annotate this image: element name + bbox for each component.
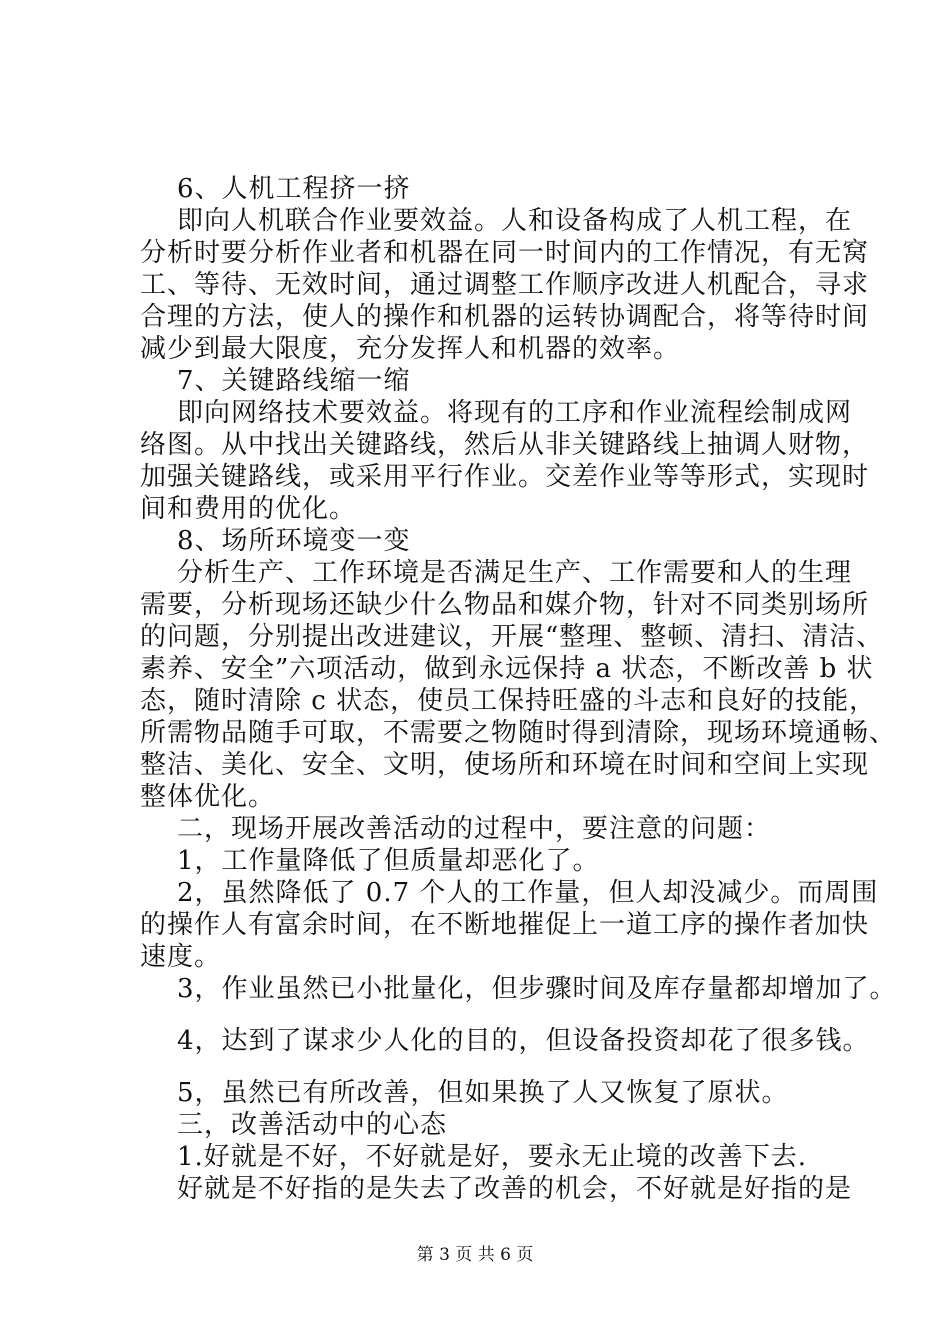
- section-heading-2: 二，现场开展改善活动的过程中，要注意的问题：: [177, 814, 772, 844]
- paragraph-line: 加强关键路线，或采用平行作业。交差作业等等形式，实现时: [140, 462, 870, 492]
- paragraph-line: 素养、安全”六项活动，做到永远保持 a 状态，不断改善 b 状: [140, 654, 874, 684]
- heading-6: 6、人机工程挤一挤: [177, 174, 411, 204]
- list-item: 4，达到了谋求少人化的目的，但设备投资却花了很多钱。: [177, 1026, 870, 1056]
- paragraph-line: 即向人机联合作业要效益。人和设备构成了人机工程，在: [177, 206, 853, 236]
- list-item: 2，虽然降低了 0.7 个人的工作量，但人却没减少。而周围: [177, 878, 879, 908]
- paragraph-line: 速度。: [140, 942, 222, 972]
- paragraph-line: 分析时要分析作业者和机器在同一时间内的工作情况，有无窝: [140, 238, 870, 268]
- paragraph-line: 的问题，分别提出改进建议，开展“整理、整顿、清扫、清洁、: [140, 622, 884, 652]
- paragraph-line: 的操作人有富余时间，在不断地摧促上一道工序的操作者加快: [140, 910, 870, 940]
- list-item: 1.好就是不好，不好就是好，要永无止境的改善下去.: [177, 1142, 808, 1172]
- paragraph-line: 好就是不好指的是失去了改善的机会，不好就是好指的是: [177, 1174, 853, 1204]
- paragraph-line: 所需物品随手可取，不需要之物随时得到清除，现场环境通畅、: [140, 718, 897, 748]
- paragraph-line: 即向网络技术要效益。将现有的工序和作业流程绘制成网: [177, 398, 853, 428]
- paragraph-line: 络图。从中找出关键路线，然后从非关键路线上抽调人财物，: [140, 430, 870, 460]
- list-item: 5，虽然已有所改善，但如果换了人又恢复了原状。: [177, 1078, 789, 1108]
- paragraph-line: 分析生产、工作环境是否满足生产、工作需要和人的生理: [177, 558, 853, 588]
- paragraph-line: 间和费用的优化。: [140, 494, 357, 524]
- paragraph-line: 整体优化。: [140, 782, 276, 812]
- heading-8: 8、场所环境变一变: [177, 526, 411, 556]
- paragraph-line: 减少到最大限度，充分发挥人和机器的效率。: [140, 334, 681, 364]
- section-heading-3: 三，改善活动中的心态: [177, 1110, 448, 1140]
- paragraph-line: 合理的方法，使人的操作和机器的运转协调配合，将等待时间: [140, 302, 870, 332]
- heading-7: 7、关键路线缩一缩: [177, 366, 411, 396]
- paragraph-line: 需要，分析现场还缺少什么物品和媒介物，针对不同类别场所: [140, 590, 870, 620]
- list-item: 3，作业虽然已小批量化，但步骤时间及库存量都却增加了。: [177, 974, 897, 1004]
- paragraph-line: 整洁、美化、安全、文明，使场所和环境在时间和空间上实现: [140, 750, 870, 780]
- list-item: 1，工作量降低了但质量却恶化了。: [177, 846, 600, 876]
- page-number-footer: 第 3 页 共 6 页: [416, 1245, 534, 1265]
- paragraph-line: 工、等待、无效时间，通过调整工作顺序改进人机配合，寻求: [140, 270, 870, 300]
- paragraph-line: 态，随时清除 c 状态，使员工保持旺盛的斗志和良好的技能，: [140, 686, 877, 716]
